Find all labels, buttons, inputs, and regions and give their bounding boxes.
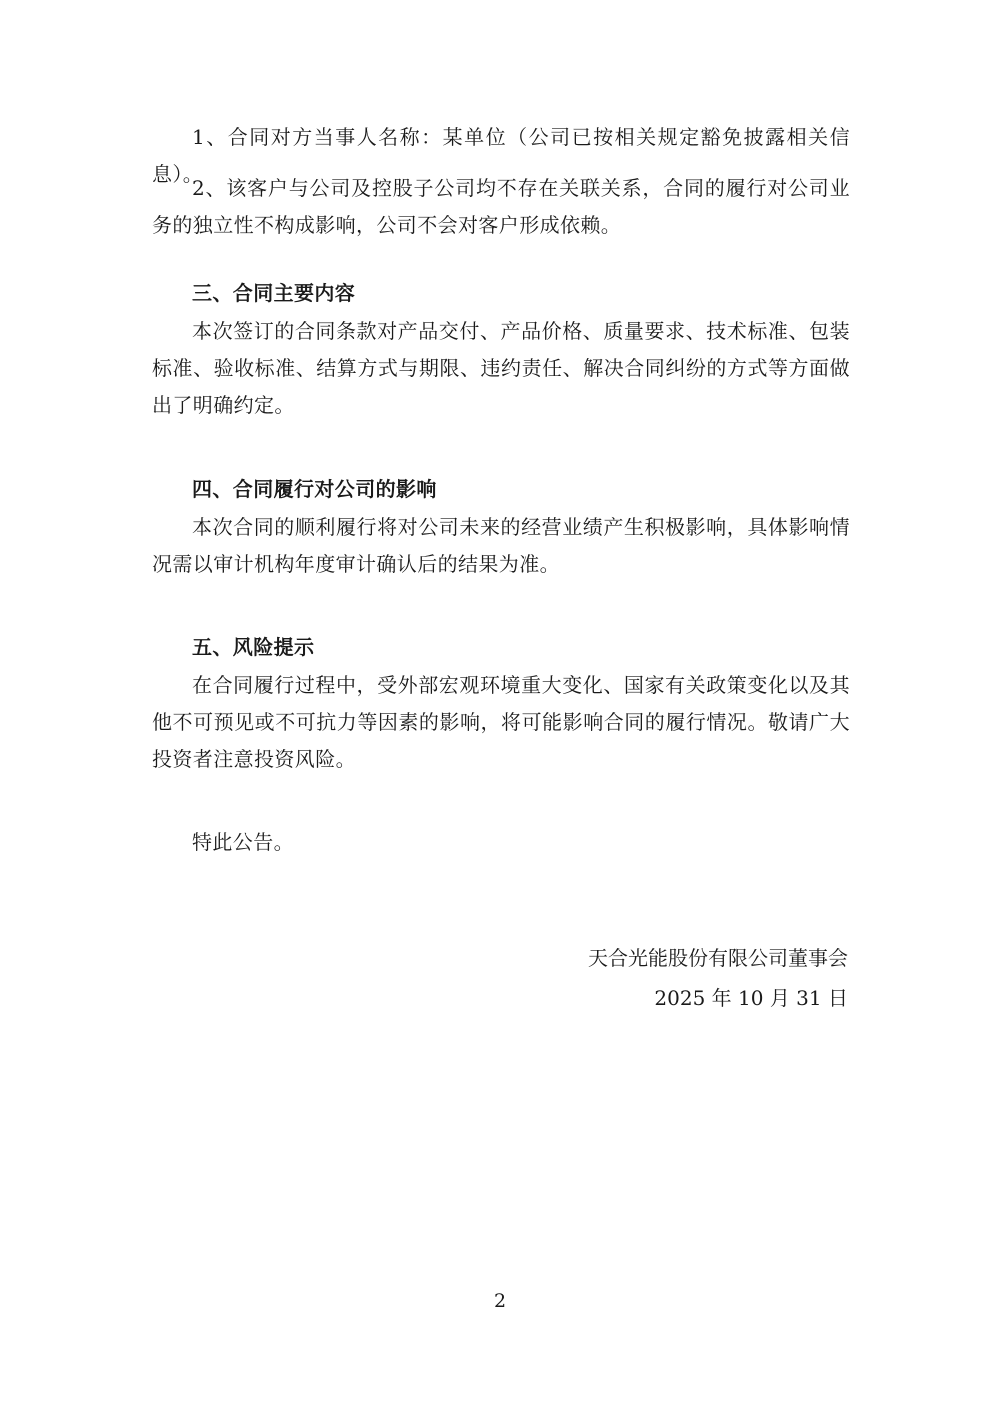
signature-date: 2025 年 10 月 31 日: [654, 986, 848, 1010]
relationship-item: 2、该客户与公司及控股子公司均不存在关联关系，合同的履行对公司业务的独立性不构成影响，公司不会对客户形成依赖。: [152, 176, 850, 237]
section-4-body: 本次合同的顺利履行将对公司未来的经营业绩产生积极影响，具体影响情况需以审计机构年度审计确认后的结果为准。: [152, 515, 850, 576]
section-5-body: 在合同履行过程中，受外部宏观环境重大变化、国家有关政策变化以及其他不可预见或不可抗力等因素的影响，将可能影响合同的履行情况。敬请广大投资者注意投资风险。: [152, 673, 850, 771]
party-name-item: 1、合同对方当事人名称：某单位（公司已按相关规定豁免披露相关信息）。: [152, 125, 850, 186]
closing-statement: 特此公告。: [192, 830, 294, 854]
section-4-heading: 四、合同履行对公司的影响: [192, 477, 437, 501]
page-number: 2: [493, 1290, 507, 1312]
section-3-body: 本次签订的合同条款对产品交付、产品价格、质量要求、技术标准、包装标准、验收标准、结算方式与期限、违约责任、解决合同纠纷的方式等方面做出了明确约定。: [152, 319, 850, 417]
signature-company: 天合光能股份有限公司董事会: [588, 946, 848, 970]
section-3-heading: 三、合同主要内容: [192, 281, 356, 305]
section-5-heading: 五、风险提示: [192, 635, 315, 659]
